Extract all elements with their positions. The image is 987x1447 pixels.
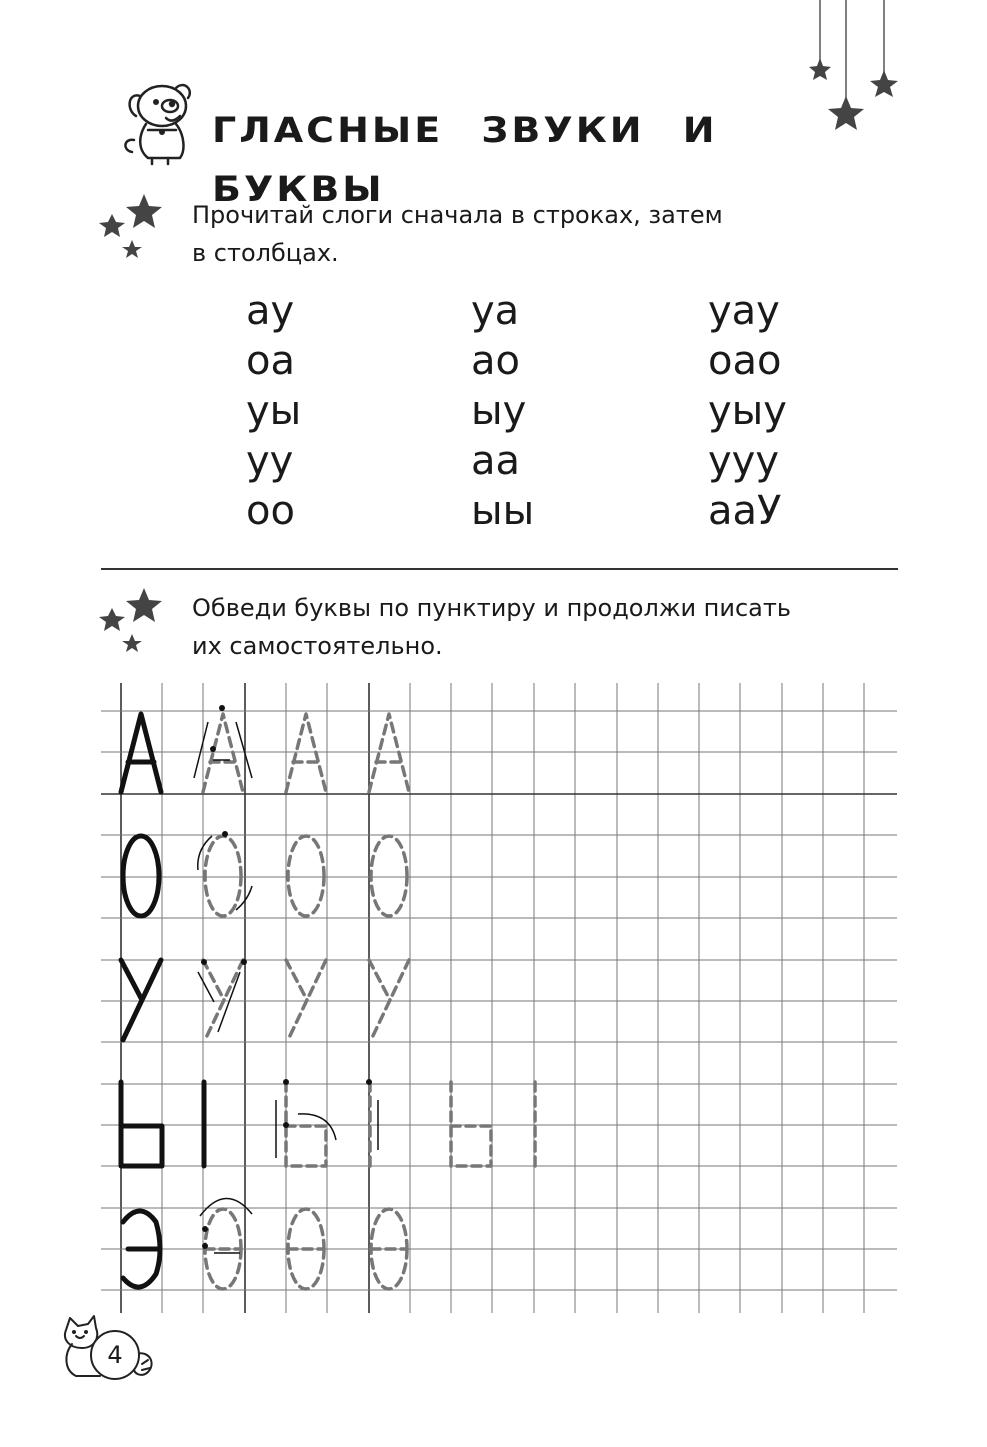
letter-o-trace: [288, 836, 324, 916]
letter-y-trace: [451, 1082, 535, 1166]
letter-u-trace: [203, 960, 243, 1040]
letter-u-sample: [121, 960, 161, 1040]
start-dot: [283, 1122, 289, 1128]
letter-y-sample-part: [121, 1082, 162, 1166]
start-dot: [241, 959, 247, 965]
start-dot: [219, 705, 225, 711]
task1-line1: Прочитай слоги сначала в строках, затем: [192, 201, 723, 229]
start-dot: [366, 1079, 372, 1085]
letter-u-trace: [369, 960, 409, 1040]
task1-line2: в столбцах.: [192, 239, 339, 267]
page-number: 4: [90, 1330, 140, 1380]
syllable: уы: [246, 388, 302, 434]
syllable: оао: [708, 338, 782, 384]
syllable: уыу: [708, 388, 787, 434]
letter-a-trace: [369, 714, 409, 792]
syllable: оа: [246, 338, 295, 384]
letter-o-trace: [205, 836, 241, 916]
task2-line2: их самостоятельно.: [192, 632, 443, 660]
letter-u-trace: [286, 960, 326, 1040]
start-dot: [222, 831, 228, 837]
syllable: ууу: [708, 438, 780, 484]
page-title: ГЛАСНЫЕ ЗВУКИ И БУКВЫ: [212, 109, 718, 210]
start-dot: [201, 959, 207, 965]
start-dot: [210, 746, 216, 752]
start-dot: [283, 1079, 289, 1085]
syllable: уау: [708, 288, 780, 334]
letter-a-sample: [121, 714, 161, 792]
start-dot: [202, 1226, 208, 1232]
syllable: ыу: [471, 388, 527, 434]
task2-line1: Обведи буквы по пунктиру и продолжи писать: [192, 594, 791, 622]
syllable: ыы: [471, 488, 535, 534]
syllable: ааУ: [708, 488, 782, 534]
syllable: аа: [471, 438, 521, 484]
syllable: уу: [246, 438, 294, 484]
letter-e-sample: [123, 1211, 160, 1287]
syllable: оо: [246, 488, 295, 534]
letter-o-trace: [371, 836, 407, 916]
syllable: уа: [471, 288, 520, 334]
letter-o-sample: [123, 836, 159, 916]
letter-a-trace: [286, 714, 326, 792]
syllable: ао: [471, 338, 520, 384]
start-dot: [202, 1243, 208, 1249]
syllable: ау: [246, 288, 295, 334]
